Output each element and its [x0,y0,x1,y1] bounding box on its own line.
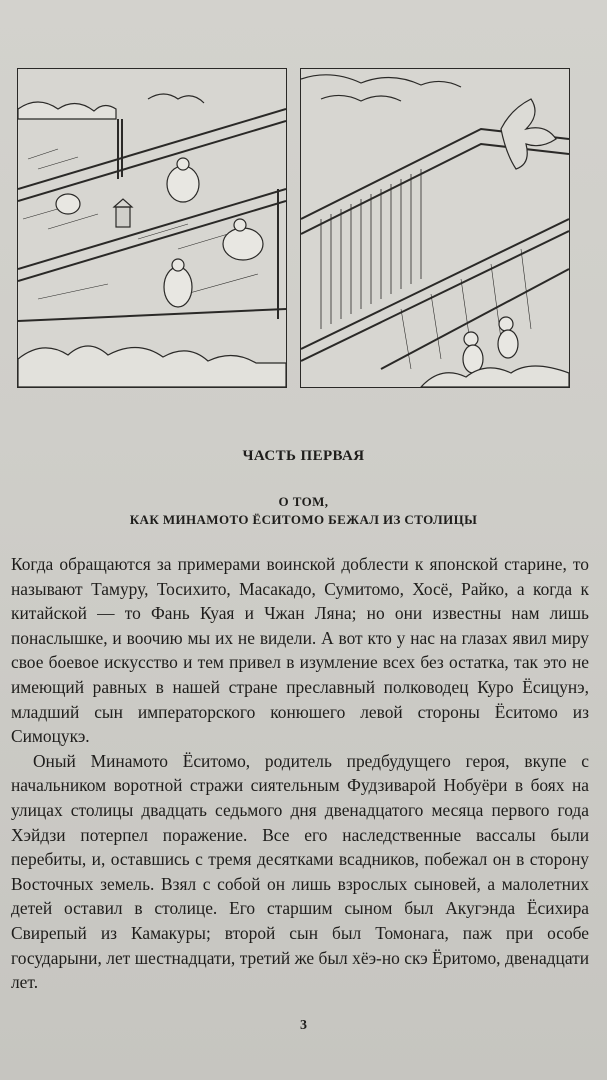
right-illustration [300,68,570,388]
left-illustration [17,68,287,388]
chapter-title-line1: О ТОМ, [278,494,329,509]
woodcut-palace-veranda-scene-icon [301,69,569,387]
part-title: ЧАСТЬ ПЕРВАЯ [242,448,365,464]
body-text [11,552,589,995]
page-number: 3 [300,1018,307,1033]
chapter-title-line2: КАК МИНАМОТО ЁСИТОМО БЕЖАЛ ИЗ СТОЛИЦЫ [129,512,478,527]
paragraph: Когда обращаются за примерами воинской доблести к японской старине, то называют Тамуру, Тосихито, Масакадо, Сумитомо, Хосё, Райко, а когда к китайской — то Фань Куая и Чжан Ляна; но они известны нам лишь понаслышке, и воочию мы их не видели. А вот кто у нас на глазах явил миру свое боевое искусство и тем привел в изумление всех без остатка, так это не имеющий равных в нашей стране преславный полководец Куро Ёсицунэ, младший сын императорского конюшего левой стороны Ёситомо из Симоцукэ. [11,554,589,747]
paragraph: Оный Минамото Ёситомо, родитель предбудущего героя, вкупе с начальником воротной стражи сиятельным Фудзиварой Нобуёри в боях на улицах столицы двадцать седьмого дня двенадцатого месяца первого года Хэйдзи потерпел поражение. Все его наследственные вассалы были перебиты, и, оставшись с тремя десятками всадников, побежал он в сторону Восточных земель. Взял с собой он лишь взрослых сыновей, а малолетних детей оставил в столице. Его старшим сыном был Акугэнда Ёсихира Свирепый из Камакуры; второй сын был Томонага, паж при особе государыни, лет шестнадцати, третий же был хёэ-но скэ Ёритомо, двенадцати лет. [11,750,589,993]
woodcut-court-scene-icon [18,69,286,387]
